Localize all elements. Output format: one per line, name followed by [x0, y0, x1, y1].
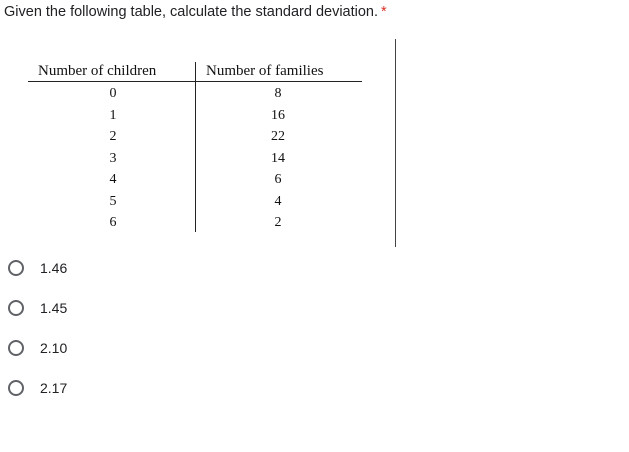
table-column-children — [95, 83, 131, 234]
table-cell-families: 22 — [271, 129, 285, 144]
radio-button[interactable] — [8, 380, 24, 396]
option-label: 1.45 — [40, 300, 68, 316]
table-cell-families: 4 — [274, 193, 282, 209]
required-marker: * — [381, 4, 387, 20]
table-cell-families: 2 — [274, 215, 282, 230]
table-cell-children: 3 — [109, 150, 117, 166]
table-cell-children: 0 — [109, 86, 117, 101]
table-cell-children: 5 — [109, 193, 117, 209]
option-2[interactable] — [8, 297, 67, 319]
table-header-families: Number of families — [206, 63, 324, 79]
table-header-children: Number of children — [38, 63, 157, 79]
table-cell-families: 8 — [274, 86, 282, 101]
question-text: Given the following table, calculate the standard deviation. — [4, 4, 379, 20]
table-column-divider — [195, 62, 196, 232]
option-3[interactable] — [8, 337, 67, 359]
option-1[interactable] — [8, 257, 67, 279]
table-column-families — [260, 83, 296, 234]
table-cell-families: 16 — [271, 107, 285, 123]
radio-button[interactable] — [8, 340, 24, 356]
option-label: 1.46 — [40, 260, 68, 276]
option-label: 2.10 — [40, 340, 68, 356]
radio-button[interactable] — [8, 260, 24, 276]
answer-options — [8, 257, 67, 417]
table-cell-children: 6 — [109, 215, 117, 230]
table-cell-children: 2 — [109, 129, 117, 144]
radio-button[interactable] — [8, 300, 24, 316]
option-label: 2.17 — [40, 380, 68, 396]
table-cell-families: 14 — [271, 150, 285, 166]
image-right-border — [395, 39, 396, 247]
table-cell-families: 6 — [274, 172, 282, 187]
table-cell-children: 4 — [109, 172, 117, 187]
option-4[interactable] — [8, 377, 67, 399]
table-cell-children: 1 — [109, 107, 117, 123]
